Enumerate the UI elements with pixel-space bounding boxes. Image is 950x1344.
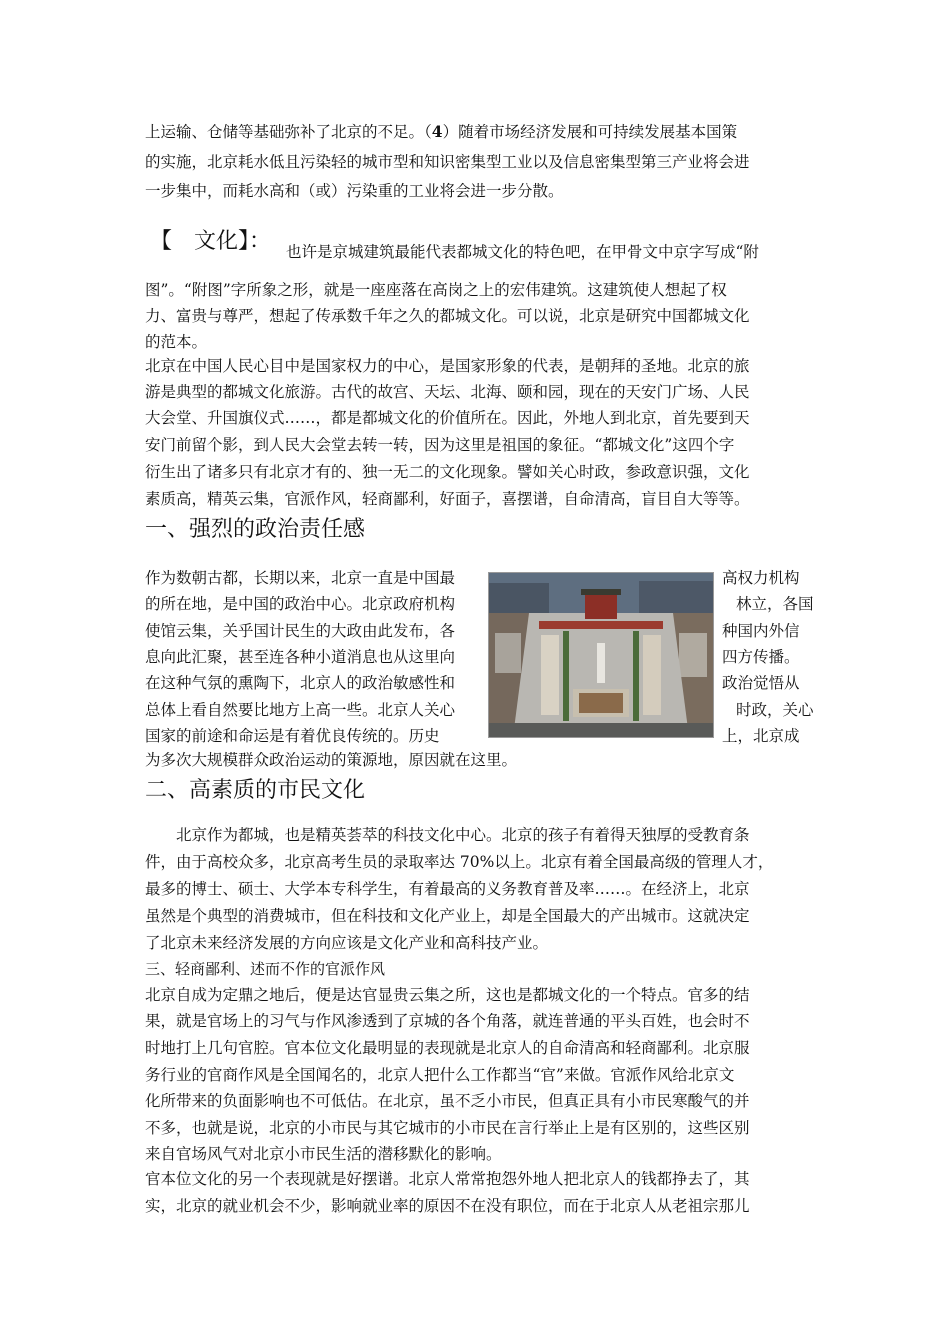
section-heading-officialdom: 三、轻商鄙利、述而不作的官派作风 xyxy=(145,960,386,978)
wrap-left-line: 总体上看自然要比地方上高一些。北京人关心 xyxy=(145,701,456,719)
section3-line: 时地打上几句官腔。官本位文化最明显的表现就是北京人的自命清高和轻商鄙利。北京服 xyxy=(145,1039,750,1057)
intro-text: ）随着市场经济发展和可持续发展基本国策 xyxy=(442,123,738,141)
culture-line: 安门前留个影，到人民大会堂去转一转，因为这里是祖国的象征。“都城文化”这四个字 xyxy=(145,436,735,454)
section2-line: 北京作为都城，也是精英荟萃的科技文化中心。北京的孩子有着得天独厚的受教育条 xyxy=(145,826,750,844)
culture-line: 游是典型的都城文化旅游。古代的故宫、天坛、北海、颐和园，现在的天安门广场、人民 xyxy=(145,383,750,401)
culture-line: 图”。“附图”字所象之形，就是一座座落在高岗之上的宏伟建筑。这建筑使人想起了权 xyxy=(145,281,727,299)
section-heading-politics: 一、强烈的政治责任感 xyxy=(145,517,366,542)
section3-line: 官本位文化的另一个表现就是好摆谱。北京人常常抱怨外地人把北京人的钱都挣去了，其 xyxy=(145,1170,750,1188)
section3-line: 实，北京的就业机会不少，影响就业率的原因不在没有职位，而在于北京人从老祖宗那儿 xyxy=(145,1197,750,1215)
culture-line: 的范本。 xyxy=(145,333,208,351)
culture-line: 素质高，精英云集，官派作风，轻商鄙利，好面子，喜摆谱，自命清高，盲目自大等等。 xyxy=(145,490,750,508)
intro-line-1 xyxy=(145,119,737,145)
section3-line: 来自官场风气对北京小市民生活的潜移默化的影响。 xyxy=(145,1145,502,1163)
wrap-right-line: 种国内外信 xyxy=(722,622,800,640)
wrap-right-line: 政治觉悟从 xyxy=(722,674,800,692)
section2-line: 最多的博士、硕士、大学本专科学生，有着最高的义务教育普及率……。在经济上，北京 xyxy=(145,880,750,898)
section3-line: 务行业的官商作风是全国闻名的，北京人把什么工作都当“官”来做。官派作风给北京文 xyxy=(145,1066,735,1084)
section2-line: 虽然是个典型的消费城市，但在科技和文化产业上，却是全国最大的产出城市。这就决定 xyxy=(145,907,750,925)
culture-first-line: 也许是京城建筑最能代表都城文化的特色吧，在甲骨文中京字写成“附 xyxy=(286,243,759,261)
wrap-left-line: 作为数朝古都，长期以来，北京一直是中国最 xyxy=(145,569,456,587)
section-heading-citizens: 二、高素质的市民文化 xyxy=(145,778,366,803)
wrap-right-line: 时政，关心 xyxy=(736,701,814,719)
wrap-left-line: 的所在地，是中国的政治中心。北京政府机构 xyxy=(145,595,456,613)
wrap-left-line: 国家的前途和命运是有着优良传统的。历史 xyxy=(145,727,440,745)
section2-line: 件，由于高校众多，北京高考生员的录取率达 70%以上。北京有着全国最高级的管理人才， xyxy=(145,853,774,871)
tiananmen-aerial-photo xyxy=(488,572,714,738)
item-number: 4 xyxy=(431,122,443,141)
section3-line: 化所带来的负面影响也不可低估。在北京，虽不乏小市民，但真正具有小市民寒酸气的并 xyxy=(145,1092,750,1110)
intro-line-3: 一步集中，而耗水高和（或）污染重的工业将会进一步分散。 xyxy=(145,182,564,200)
wrap-right-line: 四方传播。 xyxy=(722,648,800,666)
intro-text: 上运输、仓储等基础弥补了北京的不足。（ xyxy=(145,123,432,141)
section3-line: 不多，也就是说，北京的小市民与其它城市的小市民在言行举止上是有区别的，这些区别 xyxy=(145,1119,750,1137)
culture-line: 北京在中国人民心目中是国家权力的中心，是国家形象的代表，是朝拜的圣地。北京的旅 xyxy=(145,357,750,375)
section1-last-line: 为多次大规模群众政治运动的策源地，原因就在这里。 xyxy=(145,751,518,769)
culture-line: 衍生出了诸多只有北京才有的、独一无二的文化现象。譬如关心时政，参政意识强，文化 xyxy=(145,463,750,481)
wrap-left-line: 在这种气氛的熏陶下，北京人的政治敏感性和 xyxy=(145,674,456,692)
wrap-left-line: 使馆云集，关乎国计民生的大政由此发布，各 xyxy=(145,622,456,640)
wrap-left-line: 息向此汇聚，甚至连各种小道消息也从这里向 xyxy=(145,648,456,666)
culture-line: 力、富贵与尊严，想起了传承数千年之久的都城文化。可以说，北京是研究中国都城文化 xyxy=(145,307,750,325)
wrap-right-line: 上，北京成 xyxy=(722,727,800,745)
section2-line: 了北京未来经济发展的方向应该是文化产业和高科技产业。 xyxy=(145,934,549,952)
section3-line: 果，就是官场上的习气与作风渗透到了京城的各个角落，就连普通的平头百姓，也会时不 xyxy=(145,1012,750,1030)
section3-line: 北京自成为定鼎之地后，便是达官显贵云集之所，这也是都城文化的一个特点。官多的结 xyxy=(145,986,750,1004)
culture-line: 大会堂、升国旗仪式……，都是都城文化的价值所在。因此，外地人到北京，首先要到天 xyxy=(145,409,750,427)
aerial-photo-illustration xyxy=(489,573,713,737)
wrap-right-line: 高权力机构 xyxy=(722,569,800,587)
intro-line-2: 的实施，北京耗水低且污染轻的城市型和知识密集型工业以及信息密集型第三产业将会进 xyxy=(145,153,750,171)
culture-title: 【 文化】： xyxy=(150,229,272,254)
wrap-right-line: 林立，各国 xyxy=(736,595,814,613)
